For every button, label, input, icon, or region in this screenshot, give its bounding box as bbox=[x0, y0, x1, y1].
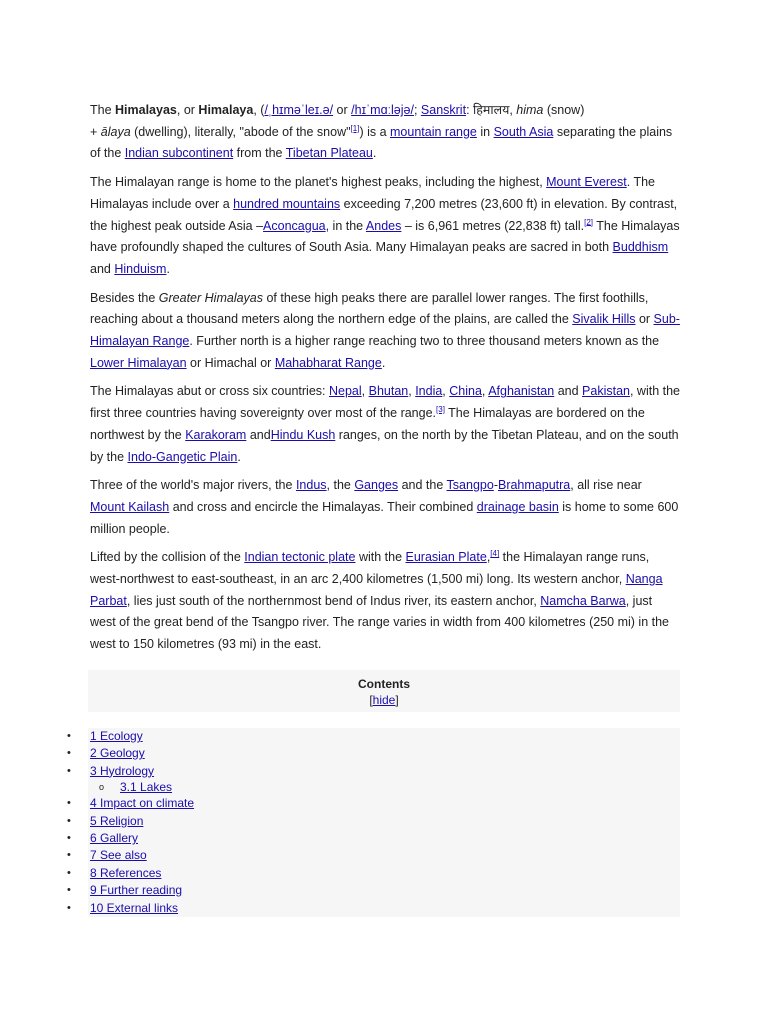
text: in bbox=[476, 124, 494, 139]
term-himalaya: Himalaya bbox=[198, 103, 254, 117]
text: . The Himalayas include over a bbox=[90, 175, 655, 211]
text: ranges, on the north by the Tibetan Plateau, and on the south by the bbox=[90, 427, 679, 464]
toc-item bbox=[67, 763, 680, 780]
link-pakistan[interactable]: Pakistan bbox=[582, 384, 630, 399]
toc-list bbox=[67, 728, 680, 917]
text: – is 6,961 metres (22,838 ft) tall. bbox=[401, 218, 585, 233]
text: The Himalayas are bordered on the northwest by the bbox=[90, 406, 645, 442]
text: or Himachal or bbox=[186, 355, 275, 370]
term-hima: hima bbox=[516, 103, 544, 117]
reference-link-3[interactable]: [3] bbox=[436, 404, 445, 414]
text: , bbox=[361, 384, 369, 399]
toc-item bbox=[67, 795, 680, 812]
toc-link-ecology[interactable]: 1 Ecology bbox=[90, 729, 143, 743]
text: , bbox=[481, 384, 489, 399]
text: The Himalayas abut or cross six countries: bbox=[90, 384, 329, 399]
text: . Further north is a higher range reaching two to three thousand meters known as the bbox=[189, 334, 660, 349]
text: or bbox=[333, 103, 352, 117]
text: with the bbox=[355, 550, 406, 565]
rivers-paragraph bbox=[90, 475, 680, 540]
text: of these high peaks there are parallel lower ranges. The first foothills, reaching about a thousand meters along the northern edge of the plains, are called the bbox=[90, 290, 649, 327]
link-hinduism[interactable]: Hinduism bbox=[114, 261, 167, 276]
text: - bbox=[493, 478, 498, 493]
bracket-close: ] bbox=[395, 693, 399, 707]
text: (dwelling), literally, "abode of the snow" bbox=[130, 124, 351, 139]
bullet-icon: • bbox=[67, 797, 71, 810]
text: , all rise near bbox=[570, 478, 642, 493]
term-alaya: ālaya bbox=[100, 124, 131, 139]
text: , bbox=[486, 550, 491, 565]
text: , the bbox=[326, 478, 355, 493]
circle-bullet-icon: o bbox=[99, 782, 105, 793]
toc-link-lakes[interactable]: 3.1 Lakes bbox=[120, 780, 173, 795]
bullet-icon: • bbox=[67, 747, 71, 760]
text: . bbox=[166, 261, 170, 276]
bullet-icon: • bbox=[67, 866, 71, 879]
link-indo-gangetic-plain[interactable]: Indo-Gangetic Plain bbox=[127, 449, 238, 464]
bullet-icon: • bbox=[67, 814, 71, 827]
text: and bbox=[246, 427, 271, 442]
text: , lies just south of the northernmost bend of Indus river, its eastern anchor, bbox=[126, 593, 541, 608]
bullet-icon: • bbox=[67, 901, 71, 914]
toc-hide-control bbox=[88, 691, 680, 709]
text: Besides the bbox=[90, 290, 159, 305]
toc-item bbox=[67, 900, 680, 917]
toc-item bbox=[67, 882, 680, 899]
text: and bbox=[90, 261, 115, 276]
link-lower-himalayan[interactable]: Lower Himalayan bbox=[90, 355, 187, 370]
toc-item bbox=[67, 728, 680, 745]
link-bhutan[interactable]: Bhutan bbox=[368, 384, 409, 399]
link-andes[interactable]: Andes bbox=[365, 218, 402, 233]
ranges-paragraph bbox=[90, 288, 680, 375]
text: : हिमालय, bbox=[466, 103, 517, 117]
countries-paragraph bbox=[90, 381, 680, 468]
link-sub-himalayan-range[interactable]: Sub-Himalayan Range bbox=[90, 312, 680, 349]
text: the Himalayan range runs, west-northwest to east-southeast, in an arc 2,400 kilometres (1,500 mi) long. Its western anchor, bbox=[90, 550, 650, 587]
toc-hide-link[interactable]: hide bbox=[372, 693, 396, 707]
text: or bbox=[635, 312, 654, 327]
link-indian-tectonic-plate[interactable]: Indian tectonic plate bbox=[244, 550, 356, 565]
text: , bbox=[442, 384, 450, 399]
text: The Himalayas have profoundly shaped the cultures of South Asia. Many Himalayan peaks are sacred in both bbox=[90, 218, 680, 255]
link-tsangpo[interactable]: Tsangpo bbox=[446, 478, 494, 493]
toc-link-impact-on-climate[interactable]: 4 Impact on climate bbox=[90, 796, 195, 811]
text: , ( bbox=[253, 103, 265, 117]
geology-paragraph bbox=[90, 547, 680, 656]
link-hindu-kush[interactable]: Hindu Kush bbox=[270, 427, 336, 442]
toc-link-religion[interactable]: 5 Religion bbox=[90, 813, 144, 828]
toc-link-external-links[interactable]: 10 External links bbox=[90, 900, 179, 915]
text: . bbox=[381, 355, 386, 370]
link-brahmaputra[interactable]: Brahmaputra bbox=[497, 478, 571, 493]
text: ) is a bbox=[359, 124, 391, 139]
intro-paragraph bbox=[90, 100, 680, 165]
bracket-open: [ bbox=[369, 693, 373, 707]
text: exceeding 7,200 metres (23,600 ft) in elevation. By contrast, the highest peak outside Asia – bbox=[90, 196, 678, 233]
link-nepal[interactable]: Nepal bbox=[328, 384, 362, 399]
text: Lifted by the collision of the bbox=[90, 550, 245, 565]
link-namcha-barwa[interactable]: Namcha Barwa bbox=[540, 593, 626, 608]
bullet-icon: • bbox=[67, 730, 71, 742]
toc-header bbox=[88, 670, 680, 712]
link-eurasian-plate[interactable]: Eurasian Plate bbox=[405, 550, 487, 565]
toc-item bbox=[67, 847, 680, 864]
link-indus[interactable]: Indus bbox=[295, 478, 327, 493]
link-mountain-range[interactable]: mountain range bbox=[390, 124, 477, 139]
text: Three of the world's major rivers, the bbox=[90, 478, 296, 493]
link-mahabharat-range[interactable]: Mahabharat Range bbox=[274, 355, 382, 370]
bullet-icon: • bbox=[67, 849, 71, 862]
toc-link-further-reading[interactable]: 9 Further reading bbox=[90, 883, 183, 898]
toc-item bbox=[67, 865, 680, 882]
text: + bbox=[90, 124, 101, 139]
toc-item bbox=[67, 813, 680, 830]
link-mount-kailash[interactable]: Mount Kailash bbox=[90, 499, 170, 514]
text: and cross and encircle the Himalayas. Their combined bbox=[169, 499, 477, 514]
toc-link-hydrology[interactable]: 3 Hydrology bbox=[90, 763, 155, 778]
peaks-paragraph bbox=[90, 172, 680, 281]
text: The bbox=[90, 103, 116, 117]
link-aconcagua[interactable]: Aconcagua bbox=[263, 218, 326, 233]
text: . bbox=[372, 146, 377, 161]
text: separating the plains of the bbox=[90, 124, 673, 161]
link-indian-subcontinent[interactable]: Indian subcontinent bbox=[124, 146, 234, 161]
text: (snow) bbox=[543, 103, 585, 117]
text: and the bbox=[398, 478, 447, 493]
bullet-icon: • bbox=[67, 884, 71, 897]
bullet-icon: • bbox=[67, 764, 71, 777]
text: , with the first three countries having sovereignty over most of the range. bbox=[90, 384, 681, 421]
link-ganges[interactable]: Ganges bbox=[354, 478, 399, 493]
reference-link-4[interactable]: [4] bbox=[490, 549, 500, 559]
toc-link-see-also[interactable]: 7 See also bbox=[90, 848, 147, 863]
link-karakoram[interactable]: Karakoram bbox=[185, 427, 247, 442]
link-sivalik-hills[interactable]: Sivalik Hills bbox=[572, 312, 636, 327]
toc-item bbox=[67, 745, 680, 762]
text: , in the bbox=[325, 218, 366, 233]
link-mount-everest[interactable]: Mount Everest bbox=[546, 175, 627, 190]
text: from the bbox=[233, 146, 286, 161]
text: ; bbox=[413, 103, 421, 117]
toc-subitem bbox=[88, 780, 680, 795]
text: , bbox=[408, 384, 416, 399]
reference-link-1[interactable]: [1] bbox=[350, 123, 360, 133]
article-body bbox=[90, 100, 680, 663]
text: The Himalayan range is home to the planet's highest peaks, including the highest, bbox=[90, 175, 547, 190]
link-buddhism[interactable]: Buddhism bbox=[612, 240, 669, 255]
link-sanskrit[interactable]: Sanskrit bbox=[420, 103, 467, 117]
toc-link-gallery[interactable]: 6 Gallery bbox=[90, 830, 139, 845]
link-afghanistan[interactable]: Afghanistan bbox=[488, 384, 555, 399]
link-india[interactable]: India bbox=[415, 384, 443, 399]
link-nanga-parbat[interactable]: Nanga Parbat bbox=[90, 572, 663, 608]
pronunciation-link-1[interactable]: /ˌhɪməˈleɪ.ə/ bbox=[264, 103, 334, 117]
link-tibetan-plateau[interactable]: Tibetan Plateau bbox=[285, 146, 373, 161]
link-drainage-basin[interactable]: drainage basin bbox=[476, 499, 559, 514]
toc-title: Contents bbox=[358, 677, 410, 691]
reference-link-2[interactable]: [2] bbox=[584, 217, 594, 227]
toc-link-geology[interactable]: 2 Geology bbox=[90, 746, 145, 761]
link-hundred-mountains[interactable]: hundred mountains bbox=[233, 196, 341, 211]
toc-link-references[interactable]: 8 References bbox=[90, 865, 162, 880]
text: , or bbox=[176, 103, 199, 117]
link-south-asia[interactable]: South Asia bbox=[493, 124, 554, 139]
text: , just west of the great bend of the Tsangpo river. The range varies in width from 400 kilometres (250 mi) in the west to 150 kilometres (93 mi) in the east. bbox=[90, 593, 670, 652]
term-greater-himalayas: Greater Himalayas bbox=[158, 290, 263, 305]
text: . bbox=[237, 449, 241, 464]
toc-item bbox=[67, 830, 680, 847]
text: and bbox=[554, 384, 583, 399]
term-himalayas: Himalayas bbox=[115, 103, 177, 117]
pronunciation-link-2[interactable]: /hɪˈmɑːləjə/ bbox=[351, 103, 414, 117]
bullet-icon: • bbox=[67, 831, 71, 844]
link-china[interactable]: China bbox=[449, 384, 482, 399]
text: is home to some 600 million people. bbox=[90, 499, 679, 536]
